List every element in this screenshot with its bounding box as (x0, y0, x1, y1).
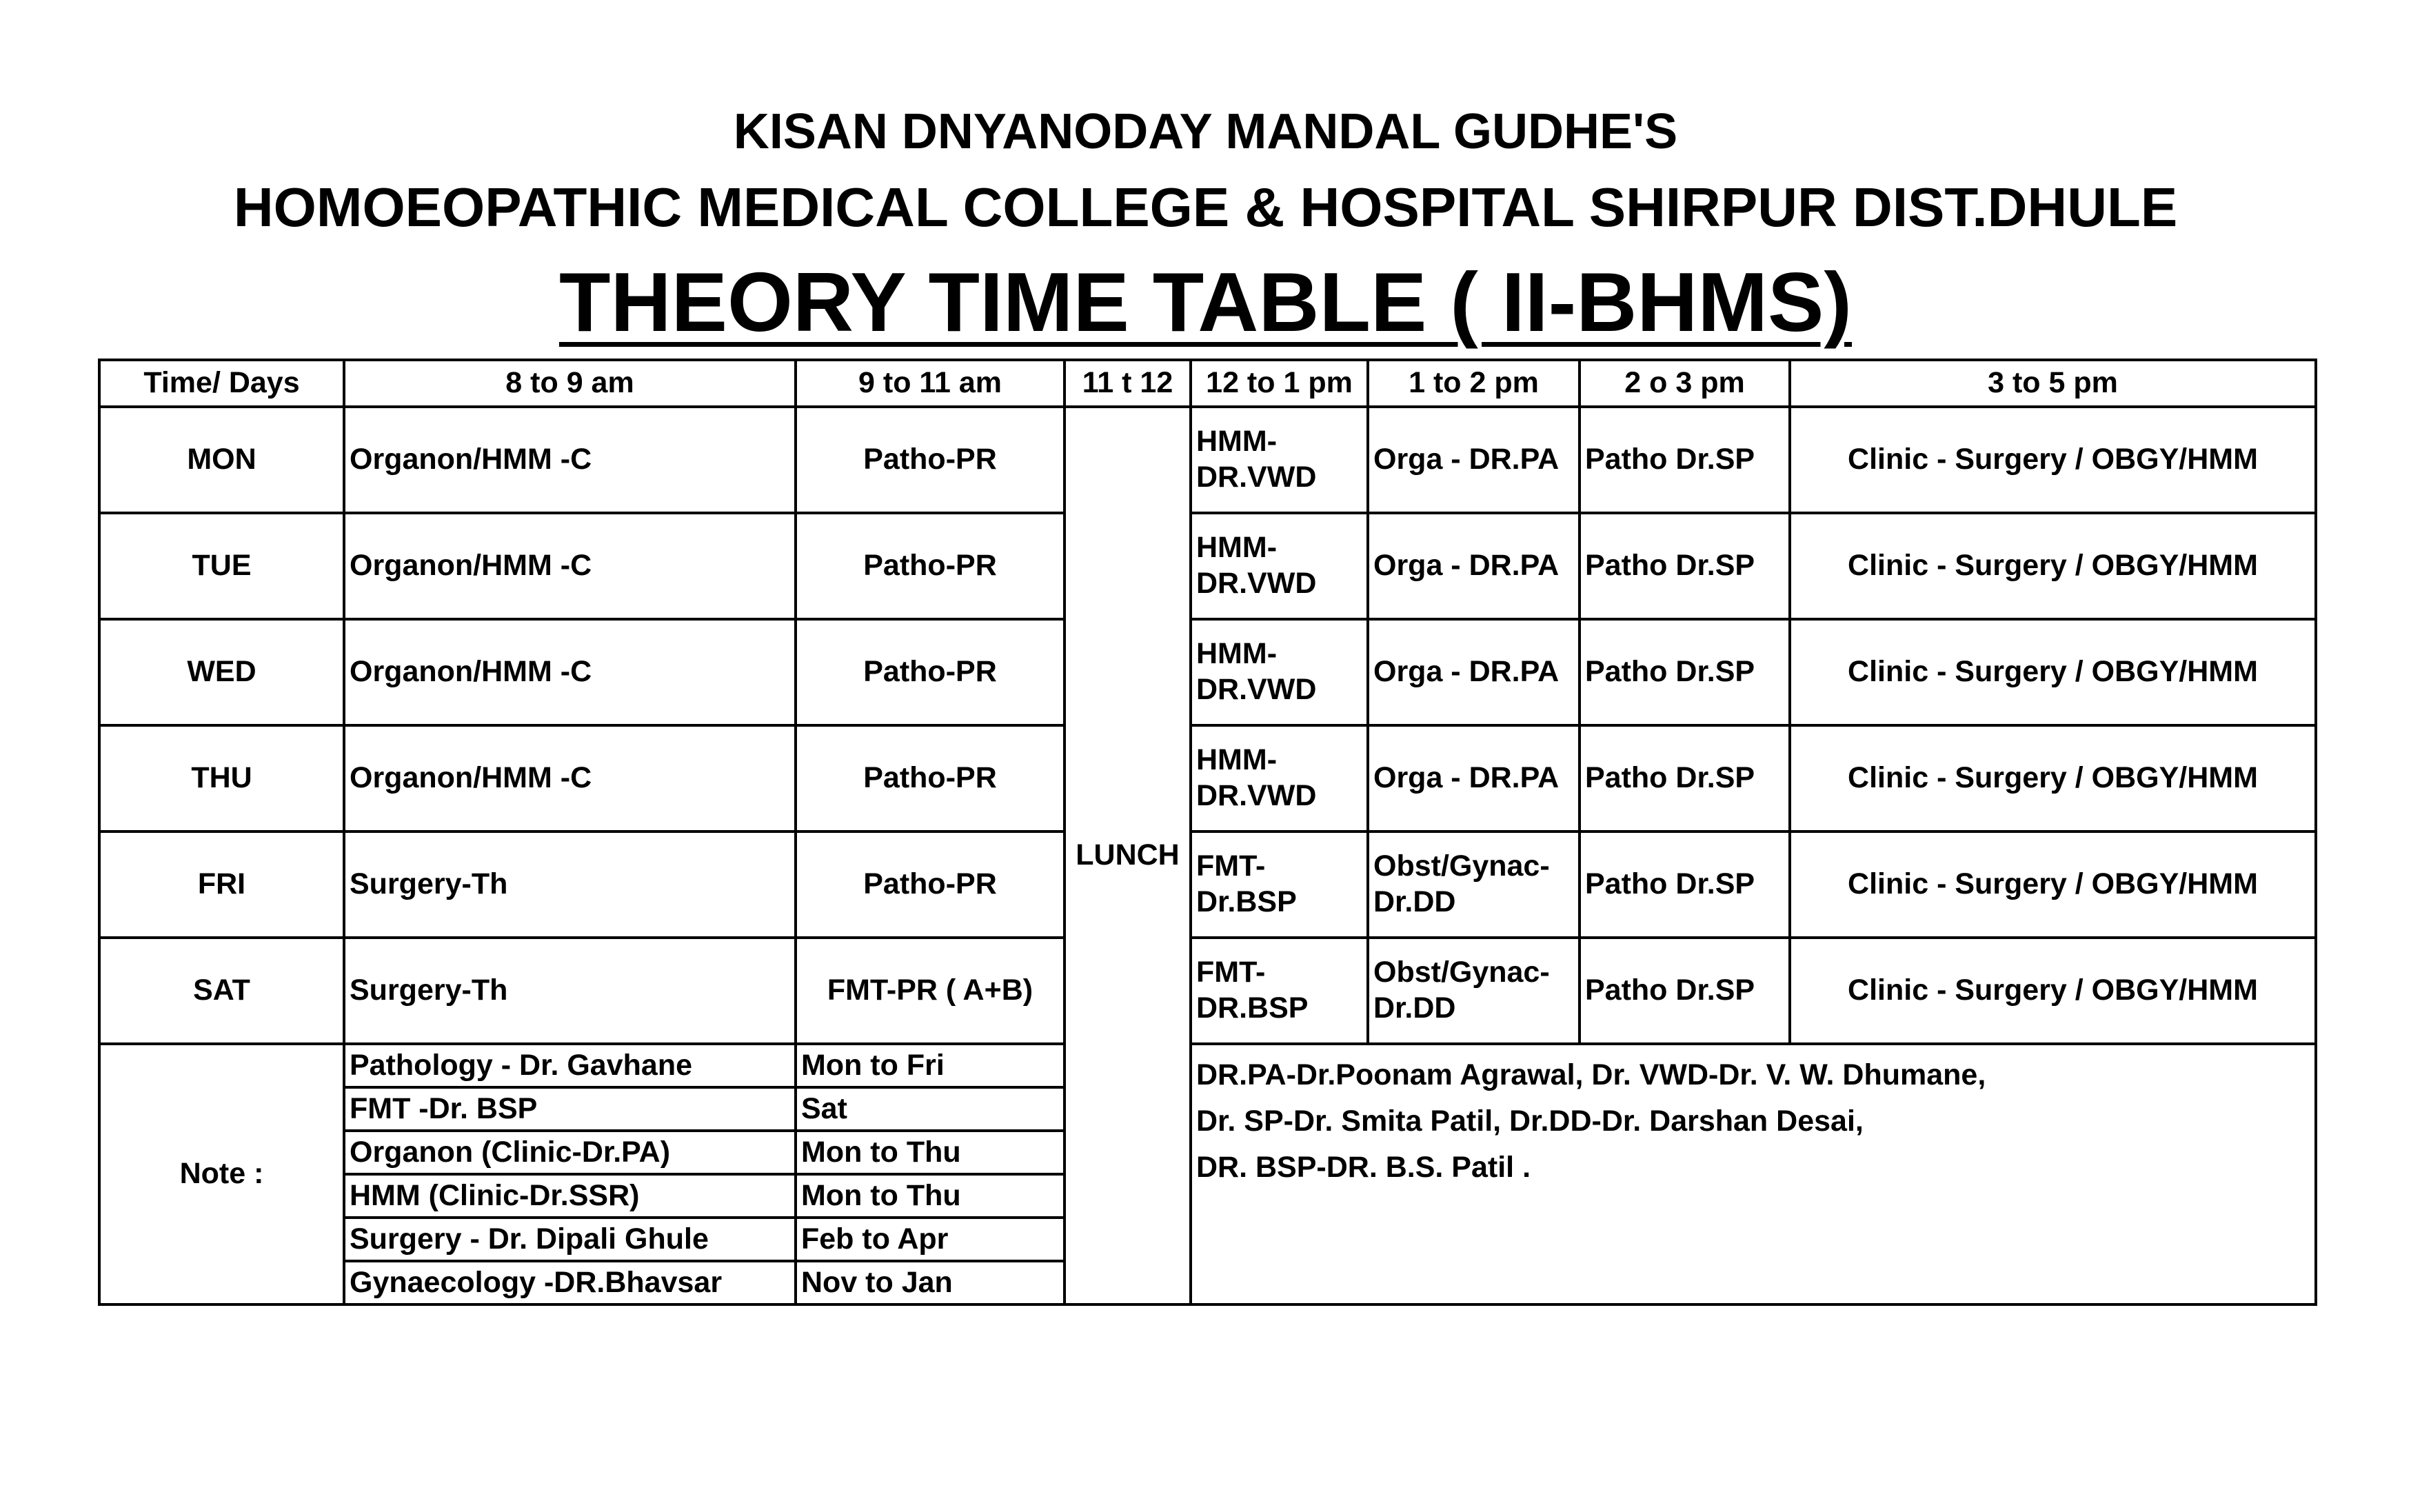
slot-12-1-line1: HMM- (1196, 425, 1278, 458)
column-header: 9 to 11 am (796, 360, 1065, 407)
abbreviation-line: DR.PA-Dr.Poonam Agrawal, Dr. VWD-Dr. V. W. Dhumane, (1196, 1058, 1986, 1091)
slot-1-2-line1: Obst/Gynac- (1373, 956, 1550, 989)
day-cell: SAT (99, 938, 344, 1044)
slot-12-1 (1191, 619, 1368, 725)
slot-12-1-line2: Dr.BSP (1196, 885, 1297, 918)
slot-12-1-line2: DR.VWD (1196, 461, 1317, 494)
slot-1-2 (1368, 725, 1580, 831)
table-row (99, 831, 2316, 938)
slot-8-9: Organon/HMM -C (344, 407, 796, 513)
slot-1-2-line1: Orga - DR.PA (1373, 443, 1560, 476)
slot-1-2 (1368, 831, 1580, 938)
slot-1-2-line1: Orga - DR.PA (1373, 655, 1560, 689)
slot-8-9: Surgery-Th (344, 831, 796, 938)
slot-3-5: Clinic - Surgery / OBGY/HMM (1790, 725, 2316, 831)
slot-2-3: Patho Dr.SP (1580, 831, 1790, 938)
slot-2-3: Patho Dr.SP (1580, 619, 1790, 725)
slot-12-1 (1191, 725, 1368, 831)
day-cell: TUE (99, 513, 344, 619)
slot-8-9: Surgery-Th (344, 938, 796, 1044)
table-row (99, 513, 2316, 619)
slot-12-1-line1: FMT- (1196, 956, 1266, 989)
slot-3-5: Clinic - Surgery / OBGY/HMM (1790, 938, 2316, 1044)
column-header: 3 to 5 pm (1790, 360, 2316, 407)
table-row (99, 725, 2316, 831)
slot-1-2 (1368, 513, 1580, 619)
slot-12-1-line2: DR.VWD (1196, 673, 1317, 706)
slot-3-5: Clinic - Surgery / OBGY/HMM (1790, 831, 2316, 938)
column-header: 8 to 9 am (344, 360, 796, 407)
slot-8-9: Organon/HMM -C (344, 619, 796, 725)
slot-1-2-line1: Obst/Gynac- (1373, 849, 1550, 883)
day-cell: MON (99, 407, 344, 513)
note-subject: Organon (Clinic-Dr.PA) (344, 1131, 796, 1174)
slot-12-1 (1191, 407, 1368, 513)
slot-9-11: Patho-PR (796, 407, 1065, 513)
slot-12-1-line1: FMT- (1196, 849, 1266, 883)
column-header: 1 to 2 pm (1368, 360, 1580, 407)
slot-1-2 (1368, 407, 1580, 513)
abbreviations-note (1191, 1044, 2316, 1304)
column-header: Time/ Days (99, 360, 344, 407)
note-subject: Pathology - Dr. Gavhane (344, 1044, 796, 1087)
table-row (99, 407, 2316, 513)
day-cell: WED (99, 619, 344, 725)
slot-3-5: Clinic - Surgery / OBGY/HMM (1790, 619, 2316, 725)
column-header: 11 t 12 (1065, 360, 1191, 407)
note-period: Mon to Thu (796, 1131, 1065, 1174)
slot-12-1-line1: HMM- (1196, 743, 1278, 777)
slot-9-11: FMT-PR ( A+B) (796, 938, 1065, 1044)
note-period: Nov to Jan (796, 1261, 1065, 1304)
college-trust-name: KISAN DNYANODAY MANDAL GUDHE'S (733, 104, 1678, 159)
note-subject: FMT -Dr. BSP (344, 1087, 796, 1131)
slot-1-2-line2: Dr.DD (1373, 885, 1456, 918)
abbreviation-line: Dr. SP-Dr. Smita Patil, Dr.DD-Dr. Darshan Desai, (1196, 1105, 1864, 1138)
slot-1-2-line1: Orga - DR.PA (1373, 761, 1560, 795)
header-row (99, 360, 2316, 407)
page-title: THEORY TIME TABLE ( II-BHMS) (558, 255, 1853, 349)
timetable (98, 359, 2317, 1306)
note-row (99, 1044, 2316, 1087)
slot-12-1 (1191, 513, 1368, 619)
slot-3-5: Clinic - Surgery / OBGY/HMM (1790, 513, 2316, 619)
slot-2-3: Patho Dr.SP (1580, 725, 1790, 831)
note-subject: Surgery - Dr. Dipali Ghule (344, 1218, 796, 1261)
slot-12-1-line2: DR.VWD (1196, 779, 1317, 812)
slot-8-9: Organon/HMM -C (344, 513, 796, 619)
note-period: Mon to Fri (796, 1044, 1065, 1087)
slot-1-2-line2: Dr.DD (1373, 991, 1456, 1025)
day-cell: THU (99, 725, 344, 831)
note-subject: HMM (Clinic-Dr.SSR) (344, 1174, 796, 1218)
slot-9-11: Patho-PR (796, 725, 1065, 831)
note-period: Sat (796, 1087, 1065, 1131)
slot-9-11: Patho-PR (796, 831, 1065, 938)
slot-2-3: Patho Dr.SP (1580, 407, 1790, 513)
slot-12-1-line2: DR.BSP (1196, 991, 1309, 1025)
table-row (99, 938, 2316, 1044)
slot-3-5: Clinic - Surgery / OBGY/HMM (1790, 407, 2316, 513)
slot-8-9: Organon/HMM -C (344, 725, 796, 831)
note-period: Mon to Thu (796, 1174, 1065, 1218)
note-period: Feb to Apr (796, 1218, 1065, 1261)
slot-1-2 (1368, 938, 1580, 1044)
note-subject: Gynaecology -DR.Bhavsar (344, 1261, 796, 1304)
column-header: 12 to 1 pm (1191, 360, 1368, 407)
slot-2-3: Patho Dr.SP (1580, 513, 1790, 619)
slot-12-1-line1: HMM- (1196, 637, 1278, 671)
slot-12-1 (1191, 938, 1368, 1044)
college-name: HOMOEOPATHIC MEDICAL COLLEGE & HOSPITAL SHIRPUR DIST.DHULE (233, 177, 2178, 238)
slot-2-3: Patho Dr.SP (1580, 938, 1790, 1044)
slot-1-2 (1368, 619, 1580, 725)
day-cell: FRI (99, 831, 344, 938)
abbreviation-line: DR. BSP-DR. B.S. Patil . (1196, 1151, 1531, 1184)
column-header: 2 o 3 pm (1580, 360, 1790, 407)
slot-12-1-line2: DR.VWD (1196, 567, 1317, 600)
slot-1-2-line1: Orga - DR.PA (1373, 549, 1560, 583)
slot-12-1-line1: HMM- (1196, 531, 1278, 565)
slot-12-1 (1191, 831, 1368, 938)
note-label: Note : (99, 1044, 344, 1304)
slot-9-11: Patho-PR (796, 513, 1065, 619)
lunch-cell: LUNCH (1065, 407, 1191, 1304)
slot-9-11: Patho-PR (796, 619, 1065, 725)
table-row (99, 619, 2316, 725)
